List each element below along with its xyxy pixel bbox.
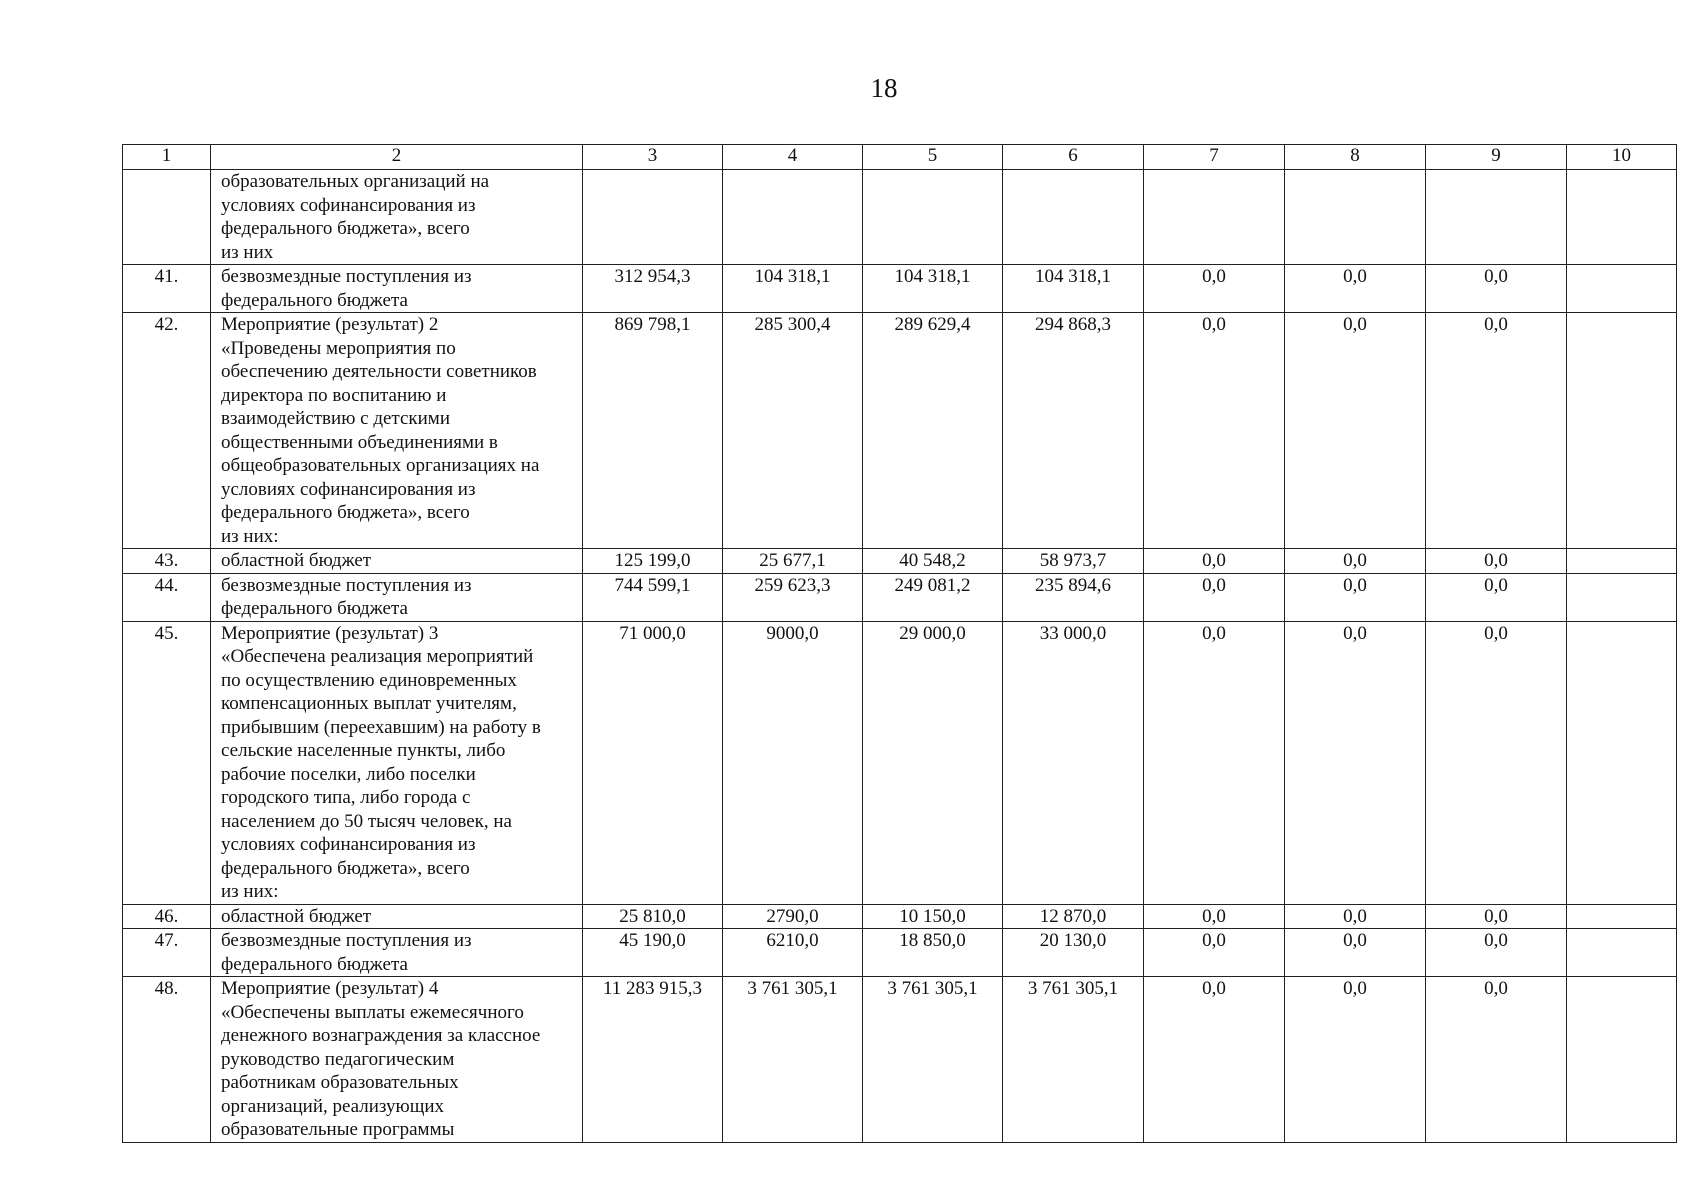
value-cell-col-3: 11 283 915,3 — [583, 977, 723, 1143]
value-cell-col-8: 0,0 — [1285, 573, 1426, 621]
row-name-line: «Проведены мероприятия по — [221, 337, 456, 359]
row-name-line: сельские населенные пункты, либо — [221, 740, 506, 761]
column-header-9: 9 — [1426, 145, 1567, 170]
value-cell-col-8: 0,0 — [1285, 904, 1426, 929]
value-cell-col-7: 0,0 — [1144, 904, 1285, 929]
value-cell-col-5: 10 150,0 — [863, 904, 1003, 929]
value-cell-col-10 — [1567, 170, 1677, 265]
column-header-5: 5 — [863, 145, 1003, 170]
value-cell-col-7: 0,0 — [1144, 621, 1285, 904]
row-name-line: федерального бюджета — [221, 289, 408, 311]
value-cell-col-9: 0,0 — [1426, 265, 1567, 313]
value-cell-col-4: 9000,0 — [723, 621, 863, 904]
row-name-line: безвозмездные поступления из — [221, 574, 472, 596]
row-name — [211, 904, 583, 929]
value-cell-col-4: 285 300,4 — [723, 313, 863, 549]
row-name-line: общественными объединениями в — [221, 431, 498, 453]
value-cell-col-8: 0,0 — [1285, 549, 1426, 574]
row-name-line: компенсационных выплат учителям, — [221, 693, 517, 714]
row-number: 41. — [123, 265, 211, 313]
value-cell-col-9: 0,0 — [1426, 904, 1567, 929]
value-cell-col-5: 18 850,0 — [863, 929, 1003, 977]
row-name-line: руководство педагогическим — [221, 1048, 455, 1070]
row-number: 43. — [123, 549, 211, 574]
value-cell-col-3: 25 810,0 — [583, 904, 723, 929]
value-cell-col-10 — [1567, 573, 1677, 621]
row-name — [211, 265, 583, 313]
value-cell-col-5 — [863, 170, 1003, 265]
value-cell-col-3: 71 000,0 — [583, 621, 723, 904]
row-name-line: областной бюджет — [221, 905, 372, 927]
value-cell-col-6: 235 894,6 — [1003, 573, 1144, 621]
row-name-line: образовательных организаций на — [221, 171, 490, 192]
value-cell-col-6 — [1003, 170, 1144, 265]
row-name-line: общеобразовательных организациях на — [221, 455, 540, 476]
row-name-line: денежного вознаграждения за классное — [221, 1025, 541, 1046]
value-cell-col-6: 58 973,7 — [1003, 549, 1144, 574]
value-cell-col-8: 0,0 — [1285, 977, 1426, 1143]
column-header-10: 10 — [1567, 145, 1677, 170]
value-cell-col-4 — [723, 170, 863, 265]
row-name — [211, 977, 583, 1143]
value-cell-col-3: 125 199,0 — [583, 549, 723, 574]
value-cell-col-6: 12 870,0 — [1003, 904, 1144, 929]
row-name-line: из них: — [221, 881, 279, 902]
value-cell-col-4: 259 623,3 — [723, 573, 863, 621]
row-name-line: прибывшим (переехавшим) на работу в — [221, 716, 541, 738]
row-name-line: «Обеспечены выплаты ежемесячного — [221, 1001, 524, 1023]
value-cell-col-4: 3 761 305,1 — [723, 977, 863, 1143]
value-cell-col-5: 249 081,2 — [863, 573, 1003, 621]
row-name-line: федерального бюджета — [221, 953, 408, 975]
row-name-line: из них: — [221, 525, 279, 547]
table-row — [123, 573, 1677, 621]
value-cell-col-4: 25 677,1 — [723, 549, 863, 574]
row-number: 46. — [123, 904, 211, 929]
value-cell-col-5: 40 548,2 — [863, 549, 1003, 574]
row-name — [211, 573, 583, 621]
value-cell-col-3: 312 954,3 — [583, 265, 723, 313]
value-cell-col-7 — [1144, 170, 1285, 265]
value-cell-col-5: 3 761 305,1 — [863, 977, 1003, 1143]
value-cell-col-5: 289 629,4 — [863, 313, 1003, 549]
table-row — [123, 549, 1677, 574]
value-cell-col-9: 0,0 — [1426, 977, 1567, 1143]
row-name-line: директора по воспитанию и — [221, 384, 447, 406]
column-header-8: 8 — [1285, 145, 1426, 170]
value-cell-col-10 — [1567, 929, 1677, 977]
row-name-line: безвозмездные поступления из — [221, 266, 472, 287]
row-name-line: безвозмездные поступления из — [221, 930, 472, 951]
value-cell-col-5: 104 318,1 — [863, 265, 1003, 313]
value-cell-col-6: 104 318,1 — [1003, 265, 1144, 313]
table-row — [123, 904, 1677, 929]
row-name-line: по осуществлению единовременных — [221, 669, 517, 691]
value-cell-col-8: 0,0 — [1285, 313, 1426, 549]
column-header-4: 4 — [723, 145, 863, 170]
row-number: 45. — [123, 621, 211, 904]
value-cell-col-10 — [1567, 621, 1677, 904]
value-cell-col-3: 45 190,0 — [583, 929, 723, 977]
row-name-line: федерального бюджета», всего — [221, 857, 470, 879]
column-header-1: 1 — [123, 145, 211, 170]
row-name-line: федерального бюджета», всего — [221, 502, 470, 523]
value-cell-col-7: 0,0 — [1144, 929, 1285, 977]
value-cell-col-8 — [1285, 170, 1426, 265]
row-name — [211, 170, 583, 265]
value-cell-col-10 — [1567, 904, 1677, 929]
value-cell-col-9: 0,0 — [1426, 549, 1567, 574]
value-cell-col-8: 0,0 — [1285, 265, 1426, 313]
value-cell-col-6: 33 000,0 — [1003, 621, 1144, 904]
row-name — [211, 313, 583, 549]
value-cell-col-10 — [1567, 313, 1677, 549]
row-name-line: организаций, реализующих — [221, 1095, 445, 1117]
row-name-line: условиях софинансирования из — [221, 194, 476, 216]
value-cell-col-7: 0,0 — [1144, 549, 1285, 574]
row-name-line: работникам образовательных — [221, 1072, 459, 1093]
value-cell-col-4: 2790,0 — [723, 904, 863, 929]
row-name-line: «Обеспечена реализация мероприятий — [221, 646, 534, 667]
row-name-line: населением до 50 тысяч человек, на — [221, 810, 512, 832]
value-cell-col-10 — [1567, 977, 1677, 1143]
row-name-line: Мероприятие (результат) 3 — [221, 622, 439, 644]
value-cell-col-9: 0,0 — [1426, 313, 1567, 549]
row-name-line: условиях софинансирования из — [221, 478, 476, 500]
value-cell-col-10 — [1567, 265, 1677, 313]
budget-table — [122, 144, 1677, 1143]
value-cell-col-9 — [1426, 170, 1567, 265]
table-row — [123, 977, 1677, 1143]
column-header-6: 6 — [1003, 145, 1144, 170]
row-number: 42. — [123, 313, 211, 549]
row-number: 44. — [123, 573, 211, 621]
page-number: 18 — [870, 73, 898, 103]
value-cell-col-7: 0,0 — [1144, 313, 1285, 549]
value-cell-col-7: 0,0 — [1144, 265, 1285, 313]
value-cell-col-3: 744 599,1 — [583, 573, 723, 621]
table-row — [123, 621, 1677, 904]
value-cell-col-9: 0,0 — [1426, 621, 1567, 904]
row-name — [211, 621, 583, 904]
value-cell-col-9: 0,0 — [1426, 929, 1567, 977]
row-name — [211, 929, 583, 977]
table-row — [123, 265, 1677, 313]
value-cell-col-8: 0,0 — [1285, 621, 1426, 904]
value-cell-col-6: 3 761 305,1 — [1003, 977, 1144, 1143]
row-name-line: из них — [221, 241, 274, 263]
row-number: 48. — [123, 977, 211, 1143]
column-header-7: 7 — [1144, 145, 1285, 170]
value-cell-col-6: 20 130,0 — [1003, 929, 1144, 977]
value-cell-col-8: 0,0 — [1285, 929, 1426, 977]
value-cell-col-6: 294 868,3 — [1003, 313, 1144, 549]
table-row — [123, 929, 1677, 977]
value-cell-col-7: 0,0 — [1144, 977, 1285, 1143]
row-name-line: рабочие поселки, либо поселки — [221, 763, 476, 785]
table-row — [123, 170, 1677, 265]
row-name-line: условиях софинансирования из — [221, 834, 476, 855]
row-number: 47. — [123, 929, 211, 977]
row-name-line: обеспечению деятельности советников — [221, 361, 537, 382]
value-cell-col-10 — [1567, 549, 1677, 574]
value-cell-col-4: 104 318,1 — [723, 265, 863, 313]
row-number — [123, 170, 211, 265]
value-cell-col-9: 0,0 — [1426, 573, 1567, 621]
column-header-3: 3 — [583, 145, 723, 170]
row-name-line: взаимодействию с детскими — [221, 408, 450, 429]
row-name-line: Мероприятие (результат) 4 — [221, 978, 439, 999]
row-name-line: федерального бюджета — [221, 598, 408, 619]
row-name-line: Мероприятие (результат) 2 — [221, 314, 439, 335]
header-row — [123, 145, 1677, 170]
value-cell-col-7: 0,0 — [1144, 573, 1285, 621]
value-cell-col-4: 6210,0 — [723, 929, 863, 977]
row-name-line: федерального бюджета», всего — [221, 218, 470, 239]
value-cell-col-3: 869 798,1 — [583, 313, 723, 549]
row-name-line: образовательные программы — [221, 1119, 455, 1140]
value-cell-col-3 — [583, 170, 723, 265]
table-body — [123, 170, 1677, 1143]
value-cell-col-5: 29 000,0 — [863, 621, 1003, 904]
row-name-line: областной бюджет — [221, 550, 372, 571]
row-name-line: городского типа, либо города с — [221, 787, 471, 808]
column-header-2: 2 — [211, 145, 583, 170]
row-name — [211, 549, 583, 574]
table-row — [123, 313, 1677, 549]
